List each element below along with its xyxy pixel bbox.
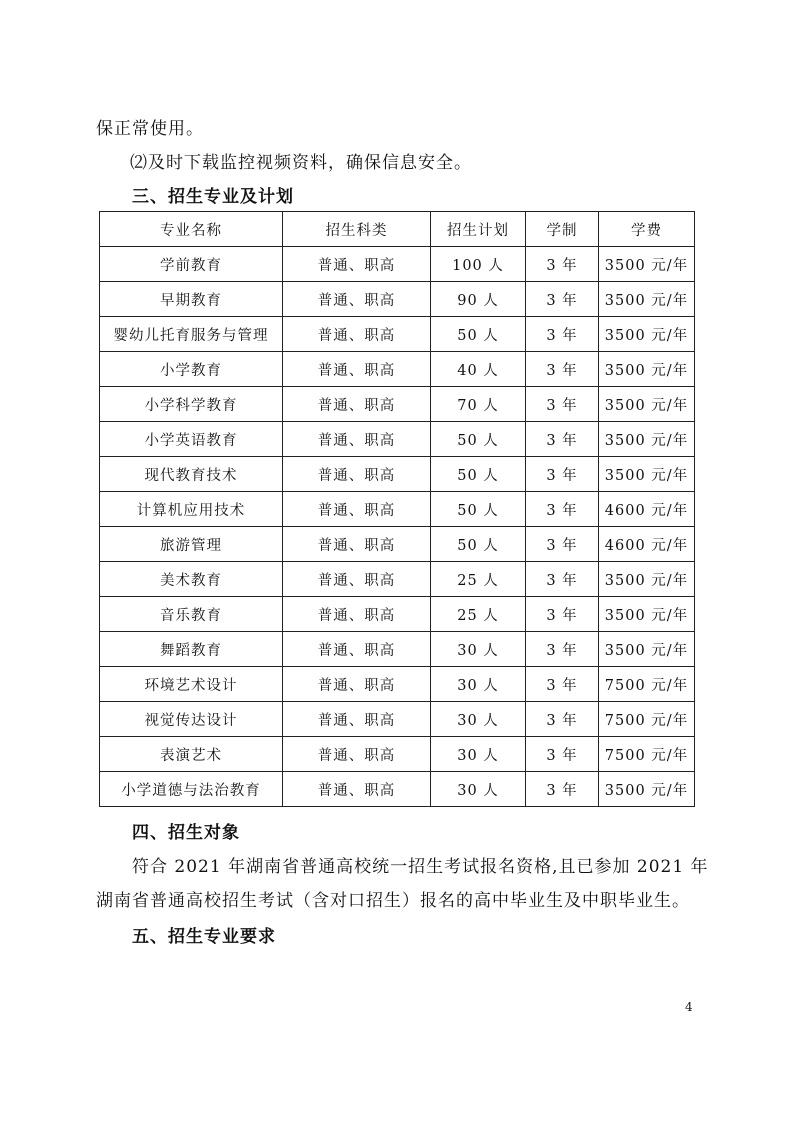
section-4-paragraph-line-2: 湖南省普通高校招生考试（含对口招生）报名的高中毕业生及中职毕业生。 xyxy=(96,891,690,911)
tuition-cell: 3500 元/年 xyxy=(599,597,695,632)
major-name-cell: 舞蹈教育 xyxy=(100,632,283,667)
tuition-cell: 3500 元/年 xyxy=(599,352,695,387)
major-name-cell: 音乐教育 xyxy=(100,597,283,632)
duration-cell: 3 年 xyxy=(526,562,599,597)
plan-cell: 90 人 xyxy=(431,282,526,317)
plan-cell: 50 人 xyxy=(431,317,526,352)
major-name-cell: 视觉传达设计 xyxy=(100,702,283,737)
table-row xyxy=(100,247,695,282)
duration-cell: 3 年 xyxy=(526,702,599,737)
header-plan: 招生计划 xyxy=(431,212,526,247)
plan-cell: 30 人 xyxy=(431,667,526,702)
tuition-cell: 4600 元/年 xyxy=(599,492,695,527)
major-name-cell: 小学道德与法治教育 xyxy=(100,772,283,807)
category-cell: 普通、职高 xyxy=(283,632,431,667)
section-4-paragraph-line-1: 符合 2021 年湖南省普通高校统一招生考试报名资格,且已参加 2021 年 xyxy=(96,857,709,877)
plan-cell: 50 人 xyxy=(431,527,526,562)
major-name-cell: 现代教育技术 xyxy=(100,457,283,492)
duration-cell: 3 年 xyxy=(526,422,599,457)
plan-cell: 50 人 xyxy=(431,492,526,527)
page-number: 4 xyxy=(685,1000,693,1014)
tuition-cell: 4600 元/年 xyxy=(599,527,695,562)
duration-cell: 3 年 xyxy=(526,247,599,282)
header-duration: 学制 xyxy=(526,212,599,247)
table-row xyxy=(100,457,695,492)
category-cell: 普通、职高 xyxy=(283,457,431,492)
category-cell: 普通、职高 xyxy=(283,597,431,632)
category-cell: 普通、职高 xyxy=(283,492,431,527)
section-3-heading: 三、招生专业及计划 xyxy=(132,187,294,207)
major-name-cell: 早期教育 xyxy=(100,282,283,317)
category-cell: 普通、职高 xyxy=(283,282,431,317)
duration-cell: 3 年 xyxy=(526,317,599,352)
table-row xyxy=(100,422,695,457)
major-name-cell: 环境艺术设计 xyxy=(100,667,283,702)
table-row xyxy=(100,282,695,317)
major-name-cell: 小学教育 xyxy=(100,352,283,387)
category-cell: 普通、职高 xyxy=(283,702,431,737)
paragraph-continued: 保正常使用。 xyxy=(96,119,204,139)
plan-cell: 100 人 xyxy=(431,247,526,282)
major-name-cell: 表演艺术 xyxy=(100,737,283,772)
plan-cell: 30 人 xyxy=(431,772,526,807)
duration-cell: 3 年 xyxy=(526,737,599,772)
table-row xyxy=(100,492,695,527)
category-cell: 普通、职高 xyxy=(283,527,431,562)
category-cell: 普通、职高 xyxy=(283,562,431,597)
plan-cell: 30 人 xyxy=(431,632,526,667)
table-row xyxy=(100,702,695,737)
category-cell: 普通、职高 xyxy=(283,422,431,457)
major-name-cell: 美术教育 xyxy=(100,562,283,597)
plan-cell: 70 人 xyxy=(431,387,526,422)
plan-cell: 50 人 xyxy=(431,422,526,457)
tuition-cell: 3500 元/年 xyxy=(599,317,695,352)
duration-cell: 3 年 xyxy=(526,597,599,632)
table-row xyxy=(100,352,695,387)
major-name-cell: 学前教育 xyxy=(100,247,283,282)
header-major-name: 专业名称 xyxy=(100,212,283,247)
category-cell: 普通、职高 xyxy=(283,737,431,772)
table-body xyxy=(100,247,695,807)
table-row xyxy=(100,597,695,632)
plan-cell: 25 人 xyxy=(431,597,526,632)
table-row xyxy=(100,632,695,667)
plan-cell: 30 人 xyxy=(431,737,526,772)
table-header-row xyxy=(100,212,695,247)
category-cell: 普通、职高 xyxy=(283,317,431,352)
major-name-cell: 小学科学教育 xyxy=(100,387,283,422)
enrollment-plan-table xyxy=(99,211,695,807)
plan-cell: 25 人 xyxy=(431,562,526,597)
table-row xyxy=(100,737,695,772)
duration-cell: 3 年 xyxy=(526,387,599,422)
plan-cell: 30 人 xyxy=(431,702,526,737)
header-category: 招生科类 xyxy=(283,212,431,247)
tuition-cell: 3500 元/年 xyxy=(599,422,695,457)
table-row xyxy=(100,562,695,597)
major-name-cell: 小学英语教育 xyxy=(100,422,283,457)
tuition-cell: 3500 元/年 xyxy=(599,387,695,422)
table-row xyxy=(100,527,695,562)
category-cell: 普通、职高 xyxy=(283,247,431,282)
tuition-cell: 3500 元/年 xyxy=(599,562,695,597)
tuition-cell: 3500 元/年 xyxy=(599,772,695,807)
duration-cell: 3 年 xyxy=(526,632,599,667)
tuition-cell: 7500 元/年 xyxy=(599,702,695,737)
table-row xyxy=(100,317,695,352)
section-5-heading: 五、招生专业要求 xyxy=(132,927,276,947)
category-cell: 普通、职高 xyxy=(283,352,431,387)
paragraph-item-2: ⑵及时下载监控视频资料，确保信息安全。 xyxy=(130,153,472,173)
tuition-cell: 3500 元/年 xyxy=(599,247,695,282)
table-row xyxy=(100,667,695,702)
section-4-heading: 四、招生对象 xyxy=(132,823,240,843)
category-cell: 普通、职高 xyxy=(283,667,431,702)
table-row xyxy=(100,772,695,807)
duration-cell: 3 年 xyxy=(526,492,599,527)
plan-cell: 50 人 xyxy=(431,457,526,492)
duration-cell: 3 年 xyxy=(526,667,599,702)
duration-cell: 3 年 xyxy=(526,772,599,807)
tuition-cell: 3500 元/年 xyxy=(599,282,695,317)
tuition-cell: 3500 元/年 xyxy=(599,457,695,492)
tuition-cell: 3500 元/年 xyxy=(599,632,695,667)
major-name-cell: 婴幼儿托育服务与管理 xyxy=(100,317,283,352)
major-name-cell: 计算机应用技术 xyxy=(100,492,283,527)
duration-cell: 3 年 xyxy=(526,457,599,492)
tuition-cell: 7500 元/年 xyxy=(599,667,695,702)
duration-cell: 3 年 xyxy=(526,282,599,317)
plan-cell: 40 人 xyxy=(431,352,526,387)
category-cell: 普通、职高 xyxy=(283,772,431,807)
table-row xyxy=(100,387,695,422)
major-name-cell: 旅游管理 xyxy=(100,527,283,562)
duration-cell: 3 年 xyxy=(526,352,599,387)
header-tuition: 学费 xyxy=(599,212,695,247)
tuition-cell: 7500 元/年 xyxy=(599,737,695,772)
category-cell: 普通、职高 xyxy=(283,387,431,422)
duration-cell: 3 年 xyxy=(526,527,599,562)
